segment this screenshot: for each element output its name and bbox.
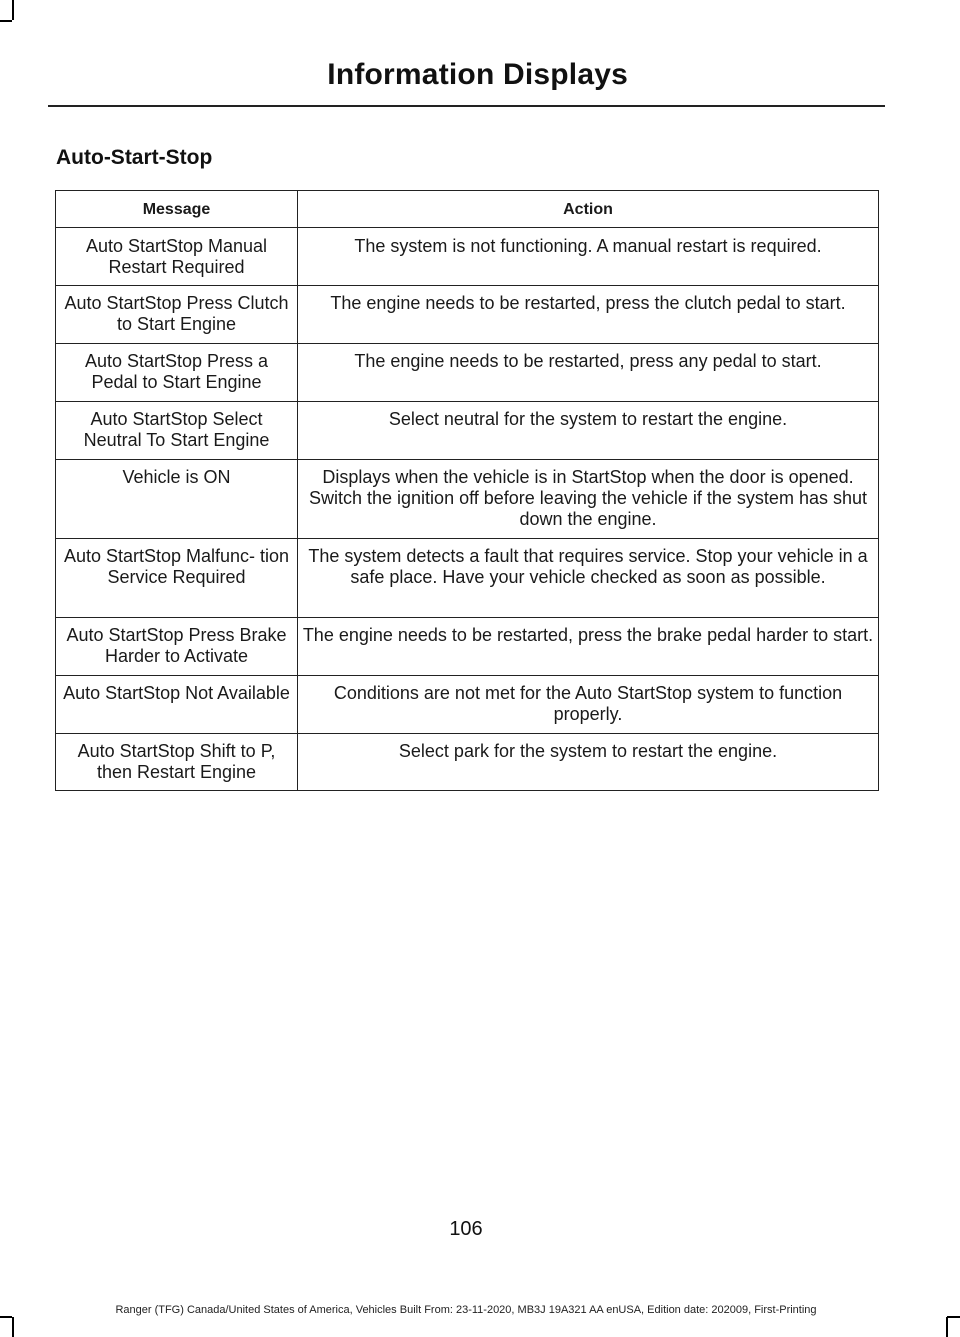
table-header-row <box>56 191 879 228</box>
table-row <box>56 539 879 618</box>
action-cell: The engine needs to be restarted, press the brake pedal harder to start. <box>298 618 879 676</box>
message-cell: Auto StartStop Not Available <box>56 676 298 734</box>
page-number: 106 <box>449 1218 483 1240</box>
section-title: Auto-Start-Stop <box>56 146 213 169</box>
footer-text: Ranger (TFG) Canada/United States of America, Vehicles Built From: 23-11-2020, MB3J 19A321 AA enUSA, Edition date: 202009, First-Printing <box>115 1304 817 1316</box>
table-row <box>56 676 879 734</box>
crop-mark <box>947 1316 960 1318</box>
message-cell: Auto StartStop Press a Pedal to Start Engine <box>56 344 298 402</box>
message-cell: Auto StartStop Select Neutral To Start Engine <box>56 402 298 460</box>
crop-mark <box>0 1316 12 1318</box>
action-cell: Select neutral for the system to restart the engine. <box>298 402 879 460</box>
action-cell: Select park for the system to restart the engine. <box>298 734 879 791</box>
message-cell: Auto StartStop Press Brake Harder to Activate <box>56 618 298 676</box>
action-cell: Conditions are not met for the Auto StartStop system to function properly. <box>298 676 879 734</box>
header-divider <box>48 105 885 107</box>
message-cell: Auto StartStop Press Clutch to Start Engine <box>56 286 298 344</box>
action-cell: Displays when the vehicle is in StartStop when the door is opened. Switch the ignition off before leaving the vehicle if the system has shut down the engine. <box>298 460 879 539</box>
action-cell: The engine needs to be restarted, press any pedal to start. <box>298 344 879 402</box>
crop-mark <box>12 0 14 20</box>
table-row <box>56 734 879 791</box>
message-cell: Auto StartStop Manual Restart Required <box>56 228 298 286</box>
action-cell: The system detects a fault that requires service. Stop your vehicle in a safe place. Have your vehicle checked as soon as possible. <box>298 539 879 618</box>
table-row <box>56 460 879 539</box>
column-header-action: Action <box>298 191 879 228</box>
table-row <box>56 402 879 460</box>
table-row <box>56 286 879 344</box>
action-cell: The system is not functioning. A manual restart is required. <box>298 228 879 286</box>
table-row <box>56 344 879 402</box>
crop-mark <box>0 20 12 22</box>
message-cell: Auto StartStop Malfunc- tion Service Required <box>56 539 298 618</box>
message-cell: Vehicle is ON <box>56 460 298 539</box>
page-header-title: Information Displays <box>327 58 628 91</box>
crop-mark <box>946 1317 948 1337</box>
column-header-message: Message <box>56 191 298 228</box>
table-row <box>56 618 879 676</box>
table-row <box>56 228 879 286</box>
message-cell: Auto StartStop Shift to P, then Restart Engine <box>56 734 298 791</box>
messages-table <box>55 190 879 791</box>
crop-mark <box>12 1317 14 1337</box>
action-cell: The engine needs to be restarted, press the clutch pedal to start. <box>298 286 879 344</box>
